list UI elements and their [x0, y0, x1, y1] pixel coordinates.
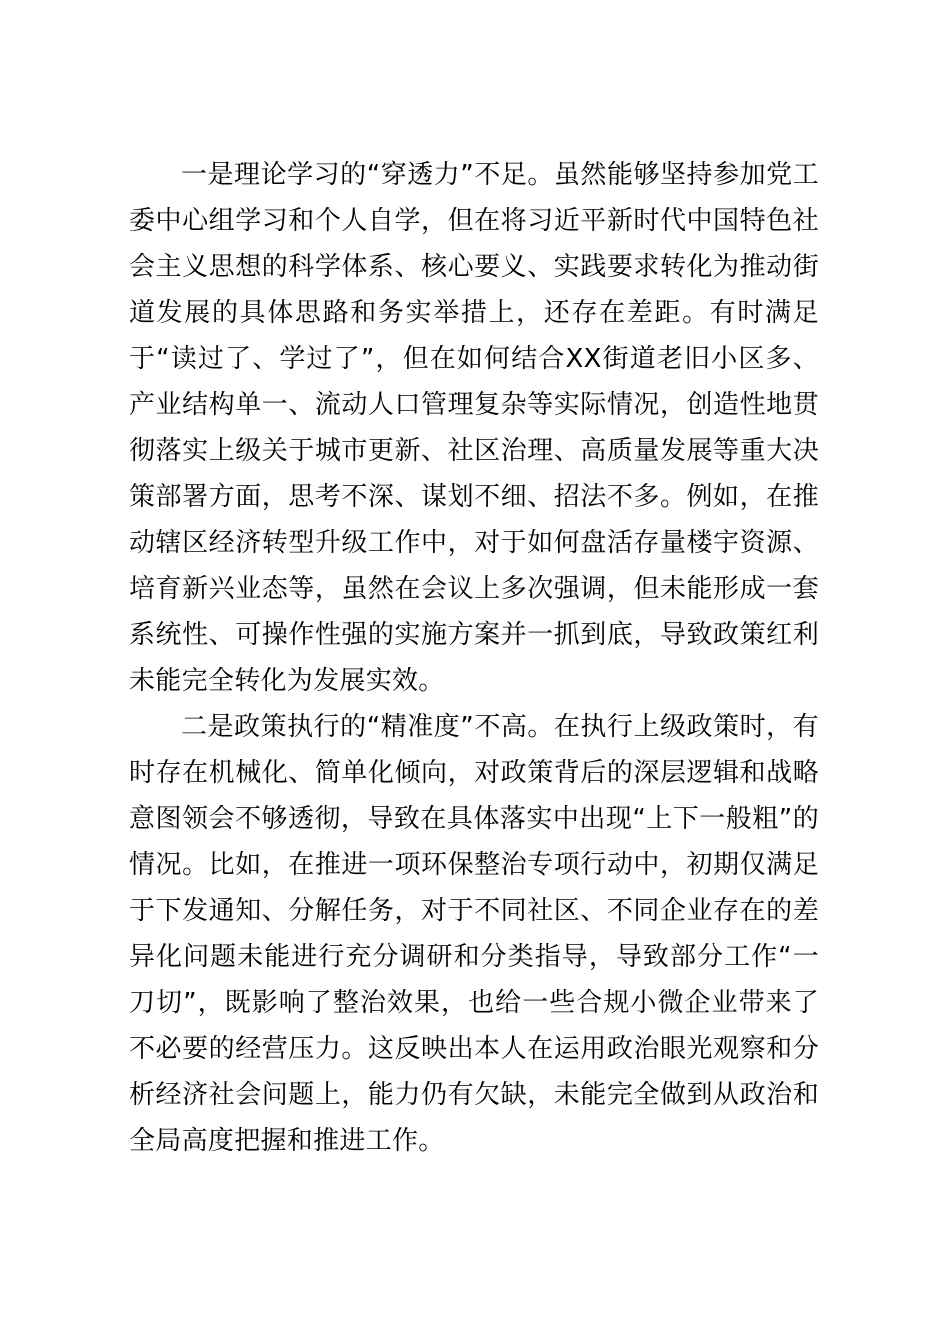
paragraph-policy-execution: 二是政策执行的“精准度”不高。在执行上级政策时，有时存在机械化、简单化倾向，对政策背后的深层逻辑和战略意图领会不够透彻，导致在具体落实中出现“上下一般粗”的情况。比如，在推进一项环保整治专项行动中，初期仅满足于下发通知、分解任务，对于不同社区、不同企业存在的差异化问题未能进行充分调研和分类指导，导致部分工作“一刀切”，既影响了整治效果，也给一些合规小微企业带来了不必要的经营压力。这反映出本人在运用政治眼光观察和分析经济社会问题上，能力仍有欠缺，未能完全做到从政治和全局高度把握和推进工作。	[129, 712, 819, 1156]
document-body	[129, 152, 819, 1164]
paragraph-theory-study: 一是理论学习的“穿透力”不足。虽然能够坚持参加党工委中心组学习和个人自学，但在将习近平新时代中国特色社会主义思想的科学体系、核心要义、实践要求转化为推动街道发展的具体思路和务实举措上，还存在差距。有时满足于“读过了、学过了”，但在如何结合XX街道老旧小区多、产业结构单一、流动人口管理复杂等实际情况，创造性地贯彻落实上级关于城市更新、社区治理、高质量发展等重大决策部署方面，思考不深、谋划不细、招法不多。例如，在推动辖区经济转型升级工作中，对于如何盘活存量楼宇资源、培育新兴业态等，虽然在会议上多次强调，但未能形成一套系统性、可操作性强的实施方案并一抓到底，导致政策红利未能完全转化为发展实效。	[129, 160, 819, 696]
